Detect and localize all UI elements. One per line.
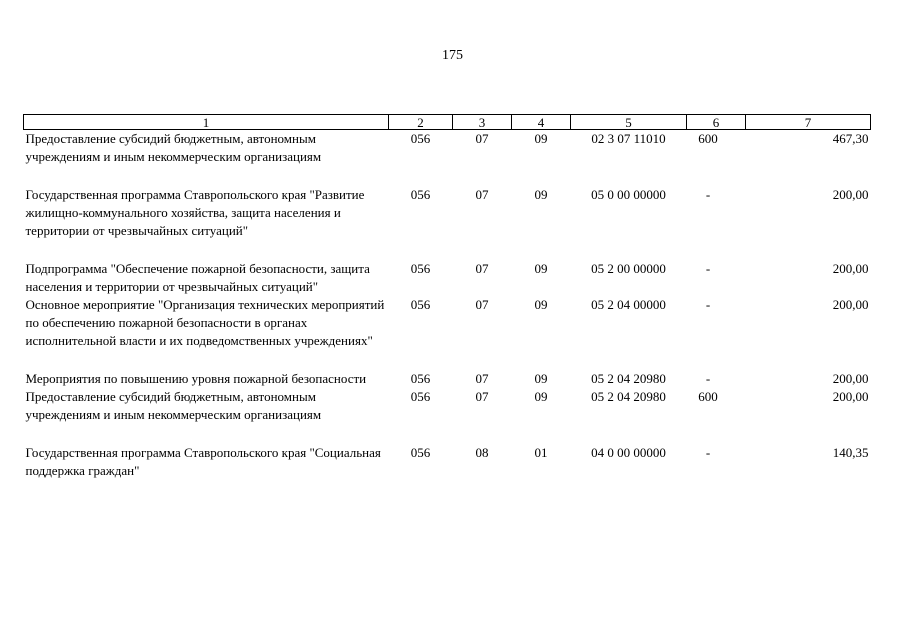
page-number: 175 bbox=[442, 48, 463, 63]
header-col-1: 1 bbox=[24, 115, 389, 130]
table-row bbox=[24, 130, 871, 187]
row-expense-type: - bbox=[705, 445, 711, 460]
row-target-code: 02 3 07 11010 bbox=[591, 131, 666, 146]
row-subsection-code: 09 bbox=[534, 371, 548, 386]
row-name: Мероприятия по повышению уровня пожарной безопасности bbox=[25, 371, 367, 386]
row-ministry-code: 056 bbox=[410, 371, 431, 386]
table-row bbox=[24, 186, 871, 260]
row-target-code: 04 0 00 00000 bbox=[591, 445, 666, 460]
row-section-code: 07 bbox=[475, 187, 489, 202]
row-ministry-code: 056 bbox=[410, 187, 431, 202]
row-section-code: 07 bbox=[475, 371, 489, 386]
header-row bbox=[24, 115, 871, 130]
row-subsection-code: 09 bbox=[534, 131, 548, 146]
row-name: Государственная программа Ставропольского края "Развитие жилищно-коммунального хозяйства, защита населения и территории от чрезвычайных ситуаций" bbox=[25, 187, 365, 238]
row-expense-type: 600 bbox=[698, 131, 718, 146]
row-ministry-code: 056 bbox=[410, 261, 431, 276]
header-col-3: 3 bbox=[453, 115, 512, 130]
row-sum: 467,30 bbox=[832, 131, 869, 146]
row-target-code: 05 2 04 00000 bbox=[591, 297, 666, 312]
row-name: Предоставление субсидий бюджетным, автономным учреждениям и иным некоммерческим организациям bbox=[25, 131, 322, 164]
row-target-code: 05 2 04 20980 bbox=[591, 389, 666, 404]
table-row bbox=[24, 388, 871, 444]
row-expense-type: - bbox=[705, 187, 711, 202]
row-subsection-code: 09 bbox=[534, 297, 548, 312]
row-subsection-code: 09 bbox=[534, 187, 548, 202]
row-section-code: 08 bbox=[475, 445, 489, 460]
row-name: Государственная программа Ставропольского края "Социальная поддержка граждан" bbox=[25, 445, 381, 478]
header-col-7: 7 bbox=[746, 115, 871, 130]
header-col-6: 6 bbox=[687, 115, 746, 130]
table-row bbox=[24, 444, 871, 480]
row-expense-type: - bbox=[705, 297, 711, 312]
row-sum: 200,00 bbox=[832, 389, 869, 404]
row-section-code: 07 bbox=[475, 261, 489, 276]
row-subsection-code: 09 bbox=[534, 261, 548, 276]
row-ministry-code: 056 bbox=[410, 131, 431, 146]
row-subsection-code: 01 bbox=[534, 445, 548, 460]
header-col-5: 5 bbox=[571, 115, 687, 130]
row-ministry-code: 056 bbox=[410, 297, 431, 312]
row-name: Подпрограмма "Обеспечение пожарной безопасности, защита населения и территории от чрезвычайных ситуаций" bbox=[25, 261, 370, 294]
row-target-code: 05 2 00 00000 bbox=[591, 261, 666, 276]
row-sum: 200,00 bbox=[832, 261, 869, 276]
row-target-code: 05 0 00 00000 bbox=[591, 187, 666, 202]
table-row bbox=[24, 296, 871, 370]
row-section-code: 07 bbox=[475, 389, 489, 404]
row-ministry-code: 056 bbox=[410, 389, 431, 404]
header-col-4: 4 bbox=[512, 115, 571, 130]
table-row bbox=[24, 260, 871, 296]
row-section-code: 07 bbox=[475, 297, 489, 312]
header-col-2: 2 bbox=[389, 115, 453, 130]
table-row bbox=[24, 370, 871, 388]
budget-table bbox=[23, 114, 871, 480]
row-expense-type: - bbox=[705, 371, 711, 386]
row-expense-type: - bbox=[705, 261, 711, 276]
row-name: Основное мероприятие "Организация технических мероприятий по обеспечению пожарной безопасности в органах исполнительной власти и их подведомственных учреждениях" bbox=[25, 297, 385, 348]
row-sum: 200,00 bbox=[832, 297, 869, 312]
row-name: Предоставление субсидий бюджетным, автономным учреждениям и иным некоммерческим организациям bbox=[25, 389, 322, 422]
row-expense-type: 600 bbox=[698, 389, 718, 404]
row-sum: 140,35 bbox=[832, 445, 869, 460]
row-ministry-code: 056 bbox=[410, 445, 431, 460]
row-sum: 200,00 bbox=[832, 187, 869, 202]
row-subsection-code: 09 bbox=[534, 389, 548, 404]
row-sum: 200,00 bbox=[832, 371, 869, 386]
row-section-code: 07 bbox=[475, 131, 489, 146]
row-target-code: 05 2 04 20980 bbox=[591, 371, 666, 386]
